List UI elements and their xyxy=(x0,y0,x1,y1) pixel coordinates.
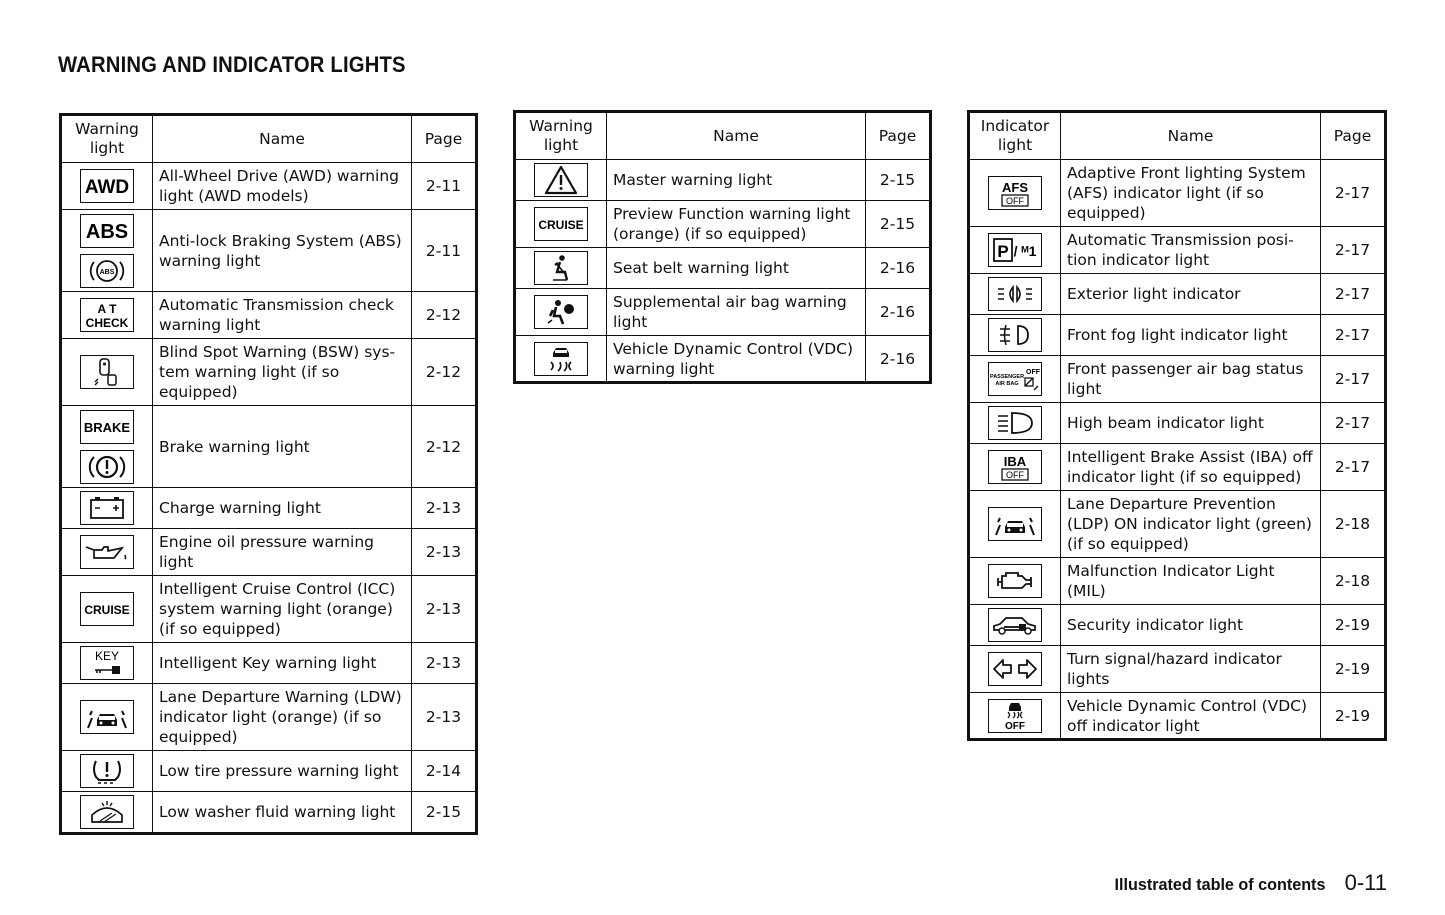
header-name: Name xyxy=(1061,112,1321,160)
abs-circle-icon xyxy=(80,254,134,288)
svg-text:AWD: AWD xyxy=(84,177,130,198)
table-row xyxy=(515,201,931,248)
row-page: 2-11 xyxy=(412,163,477,210)
row-name: Turn signal/hazard indicator lights xyxy=(1061,646,1321,693)
header-page: Page xyxy=(412,115,477,163)
row-name: Security indicator light xyxy=(1061,605,1321,646)
table-row xyxy=(515,248,931,289)
svg-text:PASSENGER: PASSENGER xyxy=(989,374,1025,380)
table-row xyxy=(61,576,477,643)
warning-lights-table-1 xyxy=(59,113,478,835)
section-title: Illustrated table of contents xyxy=(1114,875,1326,894)
vdc-icon xyxy=(534,342,588,376)
row-page: 2-18 xyxy=(1321,491,1386,558)
svg-text:CHECK: CHECK xyxy=(85,316,129,330)
row-page: 2-12 xyxy=(412,406,477,488)
turn-signal-icon xyxy=(988,652,1042,686)
header-name: Name xyxy=(153,115,412,163)
page-footer xyxy=(1109,870,1387,896)
row-page: 2-17 xyxy=(1321,444,1386,491)
oil-can-icon xyxy=(80,535,134,569)
svg-text:OFF: OFF xyxy=(1026,369,1040,376)
row-page: 2-19 xyxy=(1321,646,1386,693)
row-page: 2-16 xyxy=(866,248,931,289)
row-name: Engine oil pressure warning light xyxy=(153,529,412,576)
row-name: Charge warning light xyxy=(153,488,412,529)
table-row xyxy=(969,227,1386,274)
row-name: Low tire pressure warning light xyxy=(153,751,412,792)
row-page: 2-13 xyxy=(412,529,477,576)
svg-text:ABS: ABS xyxy=(99,268,115,276)
table-row xyxy=(61,163,477,210)
table-row xyxy=(61,751,477,792)
row-name: Automatic Transmission check warning light xyxy=(153,292,412,339)
row-page: 2-16 xyxy=(866,336,931,383)
svg-text:AIR BAG: AIR BAG xyxy=(995,381,1019,387)
svg-text:IBA: IBA xyxy=(1003,454,1027,469)
afs-off-icon xyxy=(988,176,1042,210)
fog-light-icon xyxy=(988,318,1042,352)
svg-text:BRAKE: BRAKE xyxy=(83,419,131,435)
svg-text:/ ᴹ1: / ᴹ1 xyxy=(1013,243,1037,259)
table-header-row xyxy=(515,112,931,160)
svg-text:A T: A T xyxy=(97,302,117,316)
row-name: Preview Function warning light (orange) (if so equipped) xyxy=(607,201,866,248)
row-name: Automatic Transmission posi-tion indicator light xyxy=(1061,227,1321,274)
row-page: 2-19 xyxy=(1321,605,1386,646)
svg-text:OFF: OFF xyxy=(1006,470,1024,480)
row-page: 2-11 xyxy=(412,210,477,292)
row-name: Intelligent Key warning light xyxy=(153,643,412,684)
row-page: 2-17 xyxy=(1321,227,1386,274)
row-name: Lane Departure Warning (LDW) indicator light (orange) (if so equipped) xyxy=(153,684,412,751)
table-row xyxy=(61,210,477,292)
row-name: Low washer fluid warning light xyxy=(153,792,412,834)
at-check-icon xyxy=(80,298,134,332)
tire-pressure-icon xyxy=(80,754,134,788)
row-name: Seat belt warning light xyxy=(607,248,866,289)
header-page: Page xyxy=(1321,112,1386,160)
row-page: 2-15 xyxy=(412,792,477,834)
engine-icon xyxy=(988,564,1042,598)
row-page: 2-15 xyxy=(866,201,931,248)
row-page: 2-19 xyxy=(1321,693,1386,740)
row-name: Supplemental air bag warning light xyxy=(607,289,866,336)
table-row xyxy=(515,336,931,383)
svg-text:ABS: ABS xyxy=(85,220,129,243)
header-indicator-light: Indicator light xyxy=(969,112,1061,160)
row-page: 2-13 xyxy=(412,643,477,684)
lane-departure-icon xyxy=(988,507,1042,541)
page-number: 0-11 xyxy=(1344,870,1387,895)
row-page: 2-17 xyxy=(1321,160,1386,227)
washer-fluid-icon xyxy=(80,795,134,829)
header-warning-light: Warning light xyxy=(515,112,607,160)
row-name: Adaptive Front lighting System (AFS) indicator light (if so equipped) xyxy=(1061,160,1321,227)
abs-text-icon xyxy=(80,214,134,248)
row-page: 2-17 xyxy=(1321,356,1386,403)
table-row xyxy=(61,684,477,751)
seat-belt-icon xyxy=(534,251,588,285)
table-row xyxy=(969,444,1386,491)
row-page: 2-12 xyxy=(412,292,477,339)
row-name: Anti-lock Braking System (ABS) warning light xyxy=(153,210,412,292)
warning-lights-table-2 xyxy=(513,110,932,384)
transmission-position-icon xyxy=(988,233,1042,267)
brake-text-icon xyxy=(80,410,134,444)
row-page: 2-17 xyxy=(1321,315,1386,356)
table-row xyxy=(969,558,1386,605)
svg-text:KEY: KEY xyxy=(94,649,120,663)
table-row xyxy=(969,160,1386,227)
page-title: WARNING AND INDICATOR LIGHTS xyxy=(58,52,406,77)
row-name: Intelligent Brake Assist (IBA) off indicator light (if so equipped) xyxy=(1061,444,1321,491)
row-name: Front passenger air bag status light xyxy=(1061,356,1321,403)
airbag-icon xyxy=(534,295,588,329)
row-name: Blind Spot Warning (BSW) sys-tem warning light (if so equipped) xyxy=(153,339,412,406)
table-header-row xyxy=(969,112,1386,160)
row-page: 2-17 xyxy=(1321,274,1386,315)
row-page: 2-16 xyxy=(866,289,931,336)
svg-text:CRUISE: CRUISE xyxy=(84,603,130,617)
table-row xyxy=(969,403,1386,444)
awd-icon xyxy=(80,169,134,203)
blind-spot-icon xyxy=(80,355,134,389)
table-row xyxy=(969,274,1386,315)
header-warning-light: Warning light xyxy=(61,115,153,163)
table-row xyxy=(61,406,477,488)
brake-circle-icon xyxy=(80,450,134,484)
table-row xyxy=(969,491,1386,558)
row-name: Vehicle Dynamic Control (VDC) warning light xyxy=(607,336,866,383)
master-warning-icon xyxy=(534,163,588,197)
exterior-light-icon xyxy=(988,277,1042,311)
row-name: Exterior light indicator xyxy=(1061,274,1321,315)
row-name: Vehicle Dynamic Control (VDC) off indicator light xyxy=(1061,693,1321,740)
table-row xyxy=(969,646,1386,693)
table-row xyxy=(515,160,931,201)
row-page: 2-17 xyxy=(1321,403,1386,444)
row-page: 2-18 xyxy=(1321,558,1386,605)
row-name: Lane Departure Prevention (LDP) ON indicator light (green) (if so equipped) xyxy=(1061,491,1321,558)
row-name: Brake warning light xyxy=(153,406,412,488)
row-name: Master warning light xyxy=(607,160,866,201)
table-row xyxy=(61,643,477,684)
header-name: Name xyxy=(607,112,866,160)
lane-departure-icon xyxy=(80,700,134,734)
table-row xyxy=(969,693,1386,740)
table-header-row xyxy=(61,115,477,163)
row-name: All-Wheel Drive (AWD) warning light (AWD models) xyxy=(153,163,412,210)
row-name: Malfunction Indicator Light (MIL) xyxy=(1061,558,1321,605)
svg-text:OFF: OFF xyxy=(1006,196,1024,206)
high-beam-icon xyxy=(988,406,1042,440)
header-page: Page xyxy=(866,112,931,160)
row-page: 2-13 xyxy=(412,576,477,643)
key-icon xyxy=(80,646,134,680)
table-row xyxy=(61,792,477,834)
table-row xyxy=(969,315,1386,356)
svg-text:AFS: AFS xyxy=(1002,180,1028,195)
svg-text:CRUISE: CRUISE xyxy=(538,218,584,232)
iba-off-icon xyxy=(988,450,1042,484)
cruise-icon xyxy=(534,207,588,241)
passenger-airbag-off-icon xyxy=(988,362,1042,396)
table-row xyxy=(969,605,1386,646)
row-page: 2-14 xyxy=(412,751,477,792)
table-row xyxy=(515,289,931,336)
table-row xyxy=(969,356,1386,403)
table-row xyxy=(61,292,477,339)
row-page: 2-15 xyxy=(866,160,931,201)
table-row xyxy=(61,488,477,529)
row-name: High beam indicator light xyxy=(1061,403,1321,444)
table-row xyxy=(61,339,477,406)
indicator-lights-table xyxy=(967,110,1387,741)
row-name: Front fog light indicator light xyxy=(1061,315,1321,356)
row-name: Intelligent Cruise Control (ICC) system warning light (orange) (if so equipped) xyxy=(153,576,412,643)
battery-icon xyxy=(80,491,134,525)
cruise-icon xyxy=(80,592,134,626)
security-car-icon xyxy=(988,608,1042,642)
row-page: 2-13 xyxy=(412,684,477,751)
svg-text:P: P xyxy=(997,242,1009,261)
table-row xyxy=(61,529,477,576)
row-page: 2-12 xyxy=(412,339,477,406)
vdc-off-icon xyxy=(988,699,1042,733)
svg-text:OFF: OFF xyxy=(1005,720,1025,732)
row-page: 2-13 xyxy=(412,488,477,529)
